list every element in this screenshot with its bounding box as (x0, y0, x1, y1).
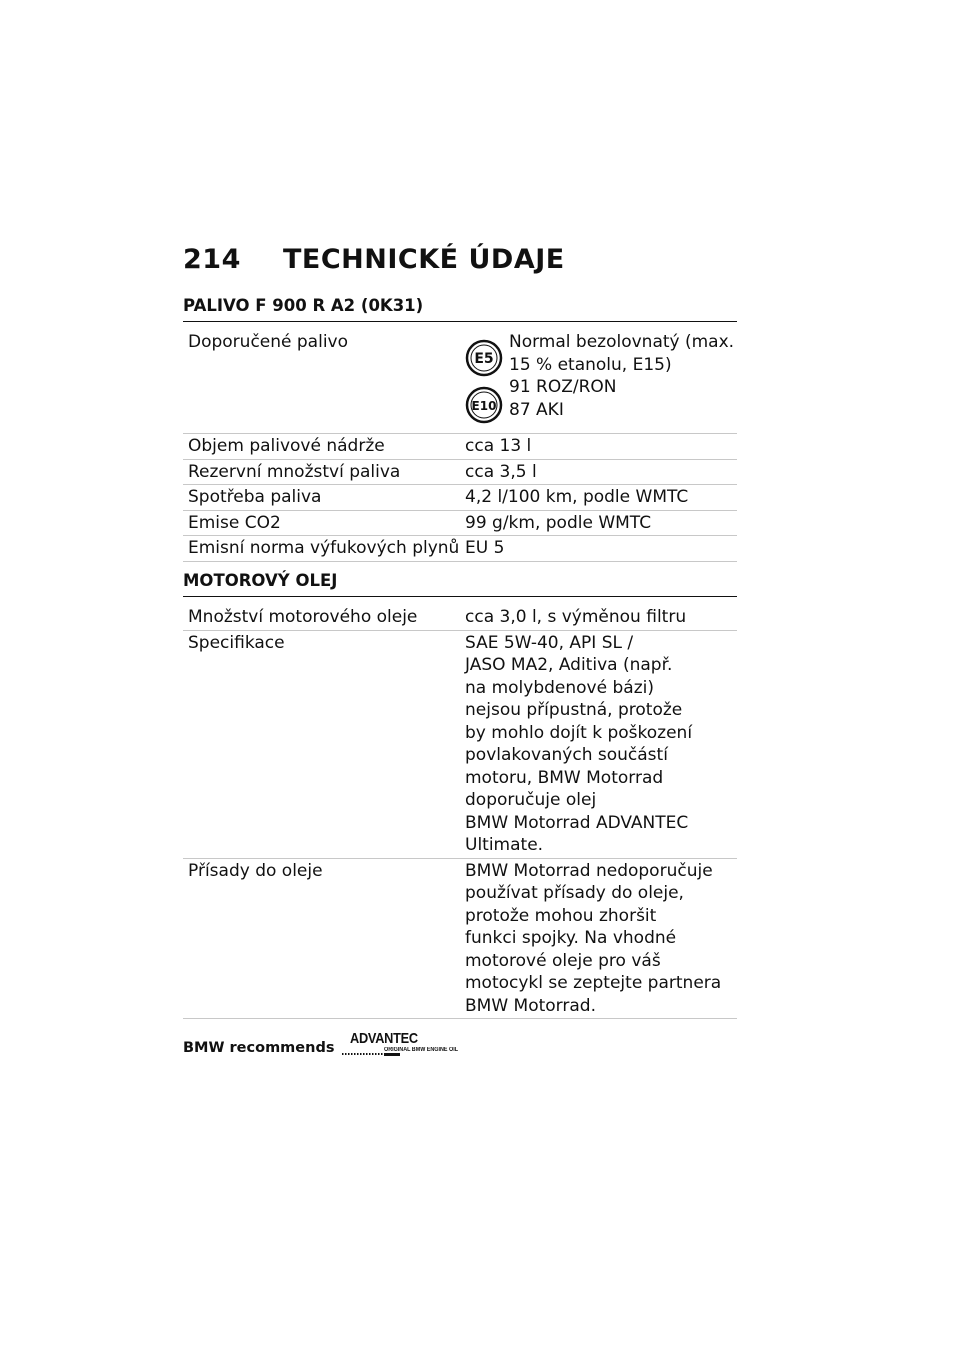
recommends-text: BMW recommends (183, 1040, 335, 1056)
row-value (460, 536, 737, 562)
row-value (460, 434, 737, 460)
value-line: 87 AKI (509, 399, 564, 420)
row-value (460, 858, 737, 1019)
oil-section-title: MOTOROVÝ OLEJ (183, 571, 737, 597)
value-line: na molybdenové bázi) (465, 677, 654, 698)
value-line: cca 13 l (465, 436, 532, 456)
value-line: Ultimate. (465, 835, 544, 855)
value-line: EU 5 (465, 538, 505, 558)
value-line: cca 3,0 l, s výměnou filtru (465, 607, 687, 627)
value-line: JASO MA2, Aditiva (např. (465, 655, 673, 675)
fuel-section-title: PALIVO F 900 R A2 (0K31) (183, 296, 737, 322)
row-value (460, 459, 737, 485)
e10-fuel-icon (465, 386, 509, 431)
bmw-recommends (183, 1030, 459, 1058)
row-label: Přísady do oleje (188, 860, 323, 881)
table-row (183, 485, 737, 511)
value-line: Normal bezolovnatý (max. (509, 332, 735, 352)
row-value (460, 330, 737, 434)
value-line: by mohlo dojít k poškození (465, 722, 693, 743)
row-label: Množství motorového oleje (188, 607, 418, 627)
advantec-logo-sub: ORIGINAL BMW ENGINE OIL (384, 1047, 459, 1053)
table-row (183, 630, 737, 858)
svg-text:E5: E5 (474, 351, 494, 367)
table-row (183, 605, 737, 630)
svg-text:E10: E10 (471, 398, 497, 413)
table-row (183, 459, 737, 485)
table-row (183, 434, 737, 460)
row-value (460, 510, 737, 536)
value-line: BMW Motorrad. (465, 995, 596, 1016)
row-label: Specifikace (188, 632, 285, 653)
value-line: funkci spojky. Na vhodné (465, 928, 677, 948)
logo-dots-icon (340, 1052, 440, 1058)
value-line: protože mohou zhoršit (465, 905, 657, 926)
row-label: Rezervní množství paliva (188, 461, 401, 482)
value-line: BMW Motorrad nedoporučuje (465, 860, 713, 881)
value-line: používat přísady do oleje, (465, 883, 684, 903)
value-line: 99 g/km, podle WMTC (465, 512, 652, 533)
value-line: doporučuje olej (465, 790, 597, 810)
fuel-section (183, 296, 737, 562)
oil-table (183, 605, 737, 1019)
row-value (460, 485, 737, 511)
row-label: Emise CO2 (188, 512, 281, 533)
page-title: TECHNICKÉ ÚDAJE (283, 244, 565, 275)
value-line: nejsou přípustná, protože (465, 700, 683, 720)
row-label: Objem palivové nádrže (188, 436, 385, 456)
table-row (183, 330, 737, 434)
value-line: 15 % etanolu, E15) (509, 354, 672, 375)
value-line: cca 3,5 l (465, 461, 537, 482)
value-line: motocykl se zeptejte partnera (465, 973, 722, 993)
fuel-table (183, 330, 737, 562)
value-line: SAE 5W-40, API SL / (465, 632, 634, 653)
table-row (183, 510, 737, 536)
table-row (183, 858, 737, 1019)
advantec-logo (340, 1030, 459, 1058)
page-header (183, 244, 743, 275)
value-line: motorové oleje pro váš (465, 950, 661, 971)
row-label: Emisní norma výfukových plynů (188, 538, 460, 558)
advantec-logo-text: ADVANTEC (350, 1030, 419, 1047)
value-line: BMW Motorrad ADVANTEC (465, 812, 689, 833)
e5-fuel-icon (465, 339, 509, 384)
page-number: 214 (183, 244, 241, 275)
value-line: povlakovaných součástí (465, 745, 668, 765)
row-label: Spotřeba paliva (188, 487, 322, 507)
row-label: Doporučené palivo (188, 332, 349, 352)
value-line: motoru, BMW Motorrad (465, 767, 664, 788)
table-row (183, 536, 737, 562)
oil-section (183, 571, 737, 1019)
value-line: 4,2 l/100 km, podle WMTC (465, 487, 689, 507)
value-line: 91 ROZ/RON (509, 377, 617, 397)
row-value (460, 605, 737, 630)
row-value (460, 630, 737, 858)
